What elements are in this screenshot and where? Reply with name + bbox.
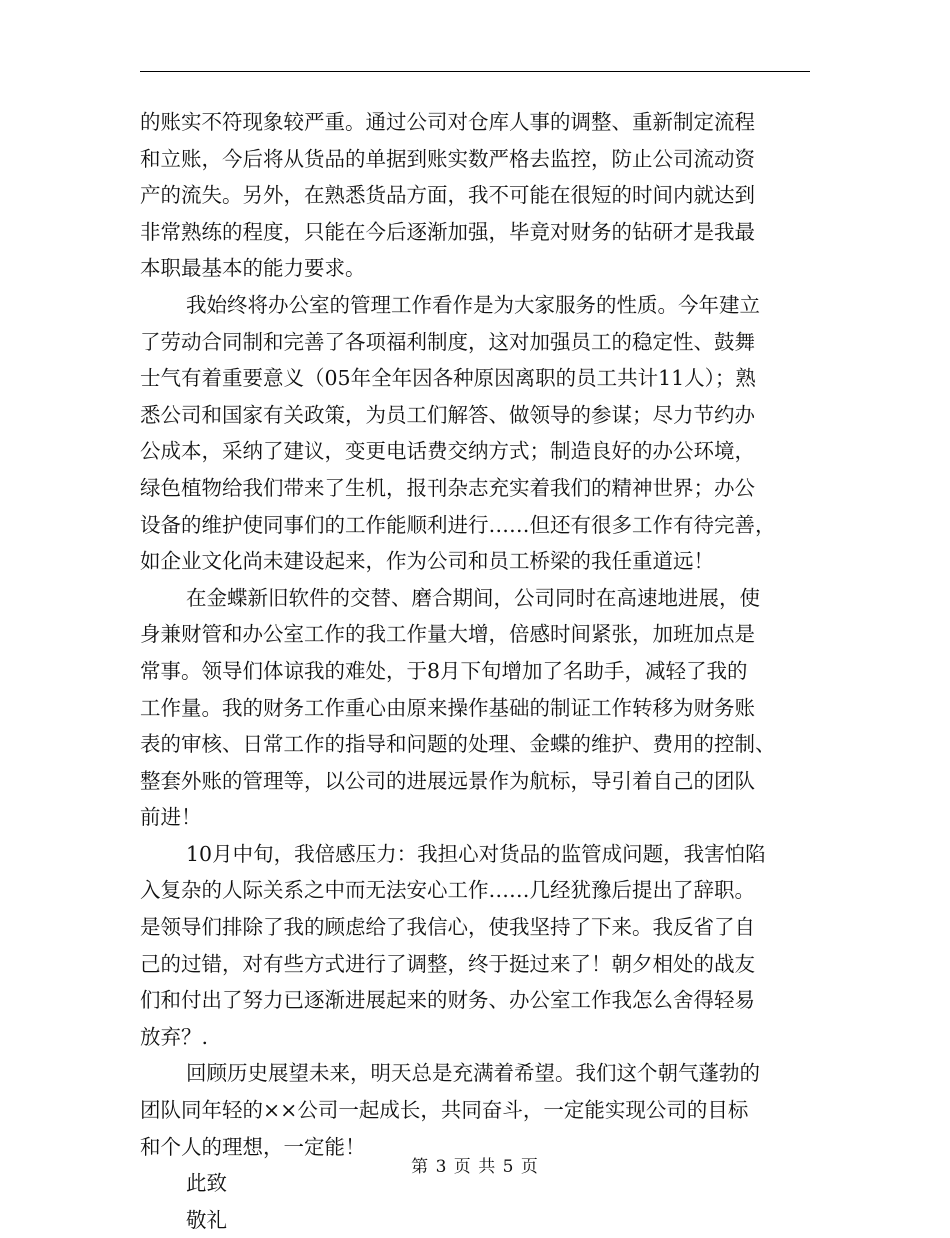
- text-line: 前进！: [140, 805, 202, 830]
- text-line: 和个人的理想，一定能！: [140, 1134, 366, 1159]
- text-line: 非常熟练的程度，只能在今后逐渐加强，毕竟对财务的钻研才是我最: [140, 219, 755, 244]
- text-line: 绿色植物给我们带来了生机，报刊杂志充实着我们的精神世界；办公: [140, 475, 755, 500]
- text-line: 了劳动合同制和完善了各项福利制度，这对加强员工的稳定性、鼓舞: [140, 329, 755, 354]
- text-line: 入复杂的人际关系之中而无法安心工作……几经犹豫后提出了辞职。: [140, 878, 755, 903]
- text-line: 表的审核、日常工作的指导和问题的处理、金蝶的维护、费用的控制、: [140, 732, 776, 757]
- text-line: 整套外账的管理等，以公司的进展远景作为航标，导引着自己的团队: [140, 768, 755, 793]
- paragraph: [140, 1055, 812, 1165]
- closing-salutation: 此致: [186, 1171, 227, 1196]
- text-line: 常事。领导们体谅我的难处，于8月下旬增加了名助手，减轻了我的: [140, 658, 748, 683]
- text-line: 在金蝶新旧软件的交替、磨合期间，公司同时在高速地进展，使: [186, 585, 760, 610]
- text-line: 产的流失。另外，在熟悉货品方面，我不可能在很短的时间内就达到: [140, 183, 755, 208]
- paragraph: [140, 104, 812, 287]
- text-line: 如企业文化尚未建设起来，作为公司和员工桥梁的我任重道远！: [140, 549, 714, 574]
- letter-body: [140, 104, 812, 1238]
- text-line: 己的过错，对有些方式进行了调整，终于挺过来了！朝夕相处的战友: [140, 951, 755, 976]
- text-line: 的账实不符现象较严重。通过公司对仓库人事的调整、重新制定流程: [140, 110, 755, 134]
- text-line: 工作量。我的财务工作重心由原来操作基础的制证工作转移为财务账: [140, 695, 755, 720]
- text-line: 团队同年轻的××公司一起成长，共同奋斗，一定能实现公司的目标: [140, 1098, 749, 1123]
- text-line: 放弃？.: [140, 1024, 209, 1049]
- page-number-footer: 第 3 页 共 5 页: [411, 1157, 539, 1177]
- text-line: 士气有着重要意义（05年全年因各种原因离职的员工共计11人）；熟: [140, 366, 756, 391]
- text-line: 和立账，今后将从货品的单据到账实数严格去监控，防止公司流动资: [140, 146, 755, 171]
- paragraph: [140, 287, 812, 580]
- paragraph: [140, 836, 812, 1056]
- paragraph: [140, 580, 812, 836]
- text-line: 10月中旬，我倍感压力：我担心对货品的监管成问题，我害怕陷: [186, 841, 766, 866]
- text-line: 我始终将办公室的管理工作看作是为大家服务的性质。今年建立: [186, 292, 760, 317]
- header-rule: [140, 71, 810, 72]
- text-line: 本职最基本的能力要求。: [140, 256, 366, 281]
- text-line: 悉公司和国家有关政策，为员工们解答、做领导的参谋；尽力节约办: [140, 402, 755, 427]
- text-line: 设备的维护使同事们的工作能顺利进行……但还有很多工作有待完善，: [140, 512, 776, 537]
- text-line: 公成本，采纳了建议，变更电话费交纳方式；制造良好的办公环境，: [140, 439, 755, 464]
- text-line: 身兼财管和办公室工作的我工作量大增，倍感时间紧张，加班加点是: [140, 622, 755, 647]
- closing-regards: 敬礼: [186, 1207, 227, 1232]
- text-line: 是领导们排除了我的顾虑给了我信心，使我坚持了下来。我反省了自: [140, 915, 755, 940]
- text-line: 回顾历史展望未来，明天总是充满着希望。我们这个朝气蓬勃的: [186, 1061, 760, 1086]
- text-line: 们和付出了努力已逐渐进展起来的财务、办公室工作我怎么舍得轻易: [140, 988, 755, 1013]
